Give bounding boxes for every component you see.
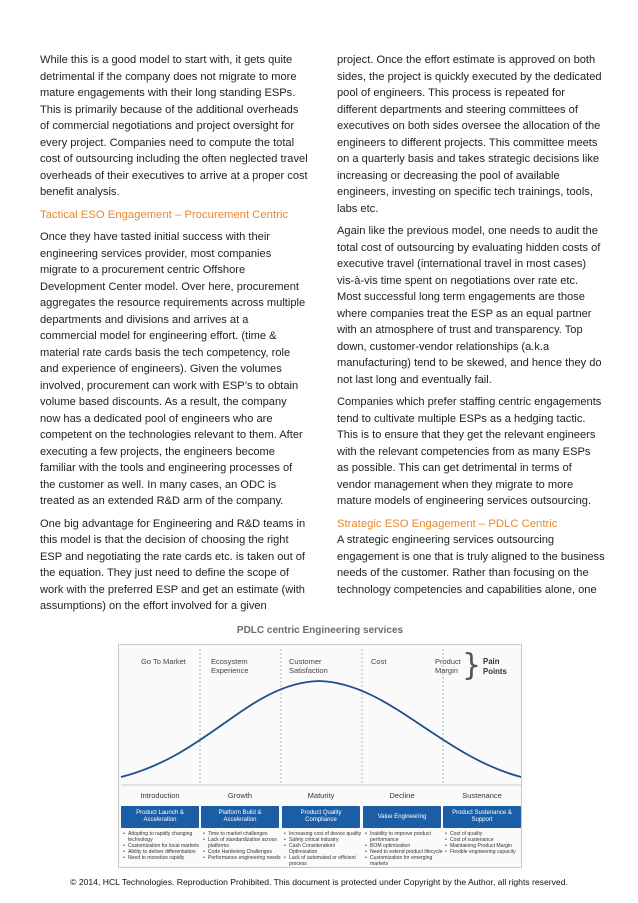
list-item: • Lack of automated or efficient process	[284, 855, 364, 867]
list-item: • BOM optimization	[365, 843, 445, 849]
list-item: • Need to extend product lifecycle	[365, 849, 445, 855]
stage-name: Introduction	[140, 791, 180, 800]
pdlc-figure	[110, 622, 530, 867]
list-item: • Safety critical industry	[284, 837, 364, 843]
stage-name: Growth	[227, 791, 253, 800]
top-label: Ecosystem Experience	[211, 657, 249, 675]
list-item: • Lack of standardization across platforms	[203, 837, 283, 849]
pain-points-label: Pain Points	[483, 657, 507, 676]
paragraph: A strategic engineering services outsourcing engagement is one that is truly aligned to the business needs of the customer. Rather than focusing on the technology competencies and capabilities alone, one	[337, 534, 605, 596]
service-box: Product Sustenance & Support	[443, 806, 521, 828]
section-heading-procurement-centric: Tactical ESO Engagement – Procurement Centric	[40, 208, 289, 221]
stage-name: Sustenance	[462, 791, 502, 800]
list-item: • Customization for local markets	[123, 843, 203, 849]
left-column	[40, 52, 308, 621]
paragraph: While this is a good model to start with, it gets quite detrimental if the company does not migrate to more mature engagements with their long standing ESPs. This is primarily because of the additional overheads of commercial negotiations and project oversight for every project. Companies need to compute the total cost of outsourcing including the often neglected travel overheads of their executives to arrive at a proper cost benefit analysis.	[40, 54, 308, 198]
list-item: • Need to monetize rapidly	[123, 855, 203, 861]
bullet-list	[445, 831, 521, 855]
list-item: • Adopting to rapidly changing technology	[123, 831, 203, 843]
list-item: • Time to market challenges	[203, 831, 283, 837]
list-item: • Code Hardening Challenges	[203, 849, 283, 855]
right-column	[337, 52, 605, 604]
bullet-list	[203, 831, 283, 861]
bullet-list	[284, 831, 364, 868]
stage-name: Decline	[389, 791, 415, 800]
list-item: • Ability to deliver differentiation	[123, 849, 203, 855]
bullet-list	[123, 831, 203, 861]
top-label: Go To Market	[141, 657, 186, 666]
bullet-list	[365, 831, 445, 868]
figure-title: PDLC centric Engineering services	[236, 625, 404, 636]
brace-icon: }	[462, 648, 482, 683]
copyright-footer: © 2014, HCL Technologies. Reproduction Prohibited. This document is protected under Copyright by the Author, all rights reserved.	[70, 877, 568, 887]
section-heading-pdlc-centric: Strategic ESO Engagement – PDLC Centric	[337, 517, 558, 530]
service-box: Product Quality Compliance	[282, 806, 360, 828]
lifecycle-curve	[121, 681, 521, 777]
list-item: • Performance engineering needs	[203, 855, 283, 861]
list-item: • Customization for emerging markets	[365, 855, 445, 867]
top-label: Product Margin	[435, 657, 461, 675]
list-item: • Cost of quality	[445, 831, 521, 837]
paragraph: One big advantage for Engineering and R&D teams in this model is that the decision of choosing the right ESP and negotiating the rate cards etc. is taken out of the equation. They just need to define the scope of work with the preferred ESP and get an estimate (with assumptions) on the effort involved for a given	[40, 517, 306, 612]
service-box: Value Engineering	[363, 806, 441, 828]
paragraph: Once they have tasted initial success with their engineering services provider, most companies migrate to a procurement centric Offshore Development Center model. Over here, procurement aggregates the resource requirements across multiple departments and divisions and arrives at a commercial model for engineering effort. (time & material rate cards basis the tech competency, role and experience of engineers). Given the volumes involved, procurement can work with ESP’s to obtain volume based discounts. As a result, the company now has a dedicated pool of engineers who are competent on the technologies relevant to them. After executing a few projects, the engineers become familiar with the tools and engineering processes of the customer as well. In many cases, an ODC is treated as an extended R&D arm of the company.	[40, 231, 306, 507]
top-label: Customer Satisfaction	[289, 657, 328, 675]
top-label: Cost	[371, 657, 387, 666]
paragraph: Companies which prefer staffing centric engagements tend to cultivate multiple ESPs as a hedging tactic. This is to ensure that they get the relevant engineers with the relevant competencies from as many ESPs as possible. This can get detrimental in terms of vendor management when they migrate to more mature models of engineering services outsourcing.	[337, 396, 602, 507]
paragraph: Again like the previous model, one needs to audit the total cost of outsourcing by evaluating hidden costs of executive travel (international travel in most cases) vis-à-vis time spent on negotiations over rate etc. Most successful long term engagements are those where companies treat the ESP as an equal partner with an atmosphere of trust and transparency. Top down, customer-vendor relationships (a.k.a manufacturing) tend to be skewed, and hence they do not last long and eventually fail.	[337, 225, 602, 386]
list-item: • Flexible engineering capacity	[445, 849, 521, 855]
list-item: • Cash Consideration/ Optimization	[284, 843, 364, 855]
list-item: • Maintaining Product Margin	[445, 843, 521, 849]
list-item: • Inability to improve product performance	[365, 831, 445, 843]
stage-name: Maturity	[307, 791, 335, 800]
service-box: Platform Build & Acceleration	[201, 806, 279, 828]
paragraph: project. Once the effort estimate is approved on both sides, the project is quickly executed by the dedicated pool of engineers. This process is repeated for different departments and steering committees of executives on both sides oversee the allocation of the engineers to different projects. This committee meets on a quarterly basis and takes strategic decisions like increasing or decreasing the pool of available engineers, investing on specific tech trainings, tools, labs etc.	[337, 54, 602, 215]
figure-frame	[118, 644, 522, 868]
service-box: Product Launch & Acceleration	[121, 806, 199, 828]
list-item: • Cost of sustenance	[445, 837, 521, 843]
list-item: • Increasing cost of device quality	[284, 831, 364, 837]
